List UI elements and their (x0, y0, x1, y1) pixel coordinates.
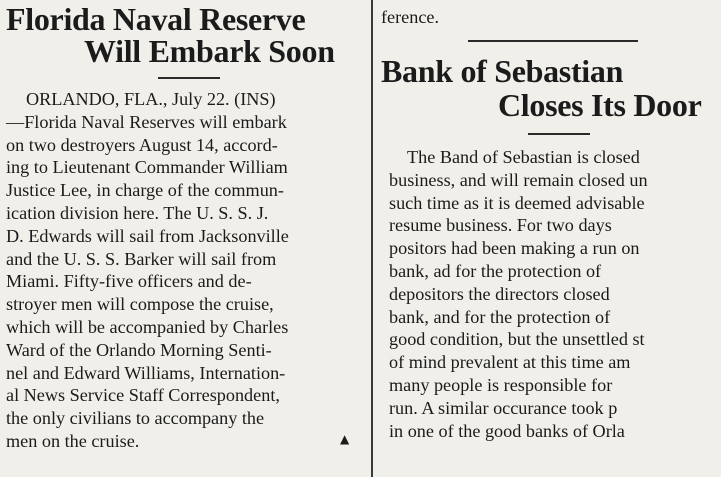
article-line: men on the cruise. (6, 430, 140, 451)
article-line: the only civilians to accompany the (6, 408, 265, 429)
article-line: many people is responsible for (389, 374, 613, 395)
article-line: Justice Lee, in charge of the commun- (6, 180, 284, 201)
article-line: ication division here. The U. S. S. J. (6, 202, 269, 223)
article-line: ORLANDO, FLA., July 22. (INS) (26, 89, 276, 109)
article-line: bank, and for the protection of (389, 306, 611, 327)
article-line: depositors the directors closed (389, 283, 610, 304)
article-line: —Florida Naval Reserves will embark (6, 111, 287, 132)
article-line: ing to Lieutenant Commander William (6, 157, 288, 178)
article-line: business, and will remain closed un (389, 169, 648, 190)
article-line: D. Edwards will sail from Jacksonville (6, 225, 289, 246)
headline-rule (528, 133, 590, 135)
article-line: Ward of the Orlando Morning Senti- (6, 339, 272, 360)
right-headline-line2: Closes Its Door (498, 87, 702, 123)
left-article-body (6, 88, 289, 453)
article-line: bank, ad for the protection of (389, 260, 602, 281)
right-article-body (389, 146, 648, 442)
article-line: resume business. For two days (389, 215, 612, 236)
ink-smudge: ▲ (340, 432, 350, 446)
right-headline-line1: Bank of Sebastian (381, 53, 624, 89)
left-headline-line1: Florida Naval Reserve (6, 1, 306, 37)
article-line: of mind prevalent at this time am (389, 352, 631, 373)
left-headline-line2: Will Embark Soon (84, 33, 335, 69)
headline-rule (158, 77, 220, 79)
previous-article-fragment: ference. (381, 7, 440, 27)
article-line: such time as it is deemed advisable (389, 192, 645, 213)
article-line: al News Service Staff Correspondent, (6, 385, 280, 406)
article-line: which will be accompanied by Charles (6, 316, 289, 337)
article-line: stroyer men will compose the cruise, (6, 294, 274, 315)
article-line: nel and Edward Williams, Internation- (6, 362, 286, 383)
column-divider (371, 0, 373, 477)
article-line: in one of the good banks of Orla (389, 420, 625, 441)
article-line: good condition, but the unsettled st (389, 329, 645, 350)
article-line: positors had been making a run on (389, 238, 640, 259)
article-line: Miami. Fifty-five officers and de- (6, 271, 252, 292)
article-line: The Band of Sebastian is closed (407, 147, 640, 167)
article-line: run. A similar occurance took p (389, 397, 618, 418)
article-separator-rule (468, 40, 638, 42)
article-line: and the U. S. S. Barker will sail from (6, 248, 277, 269)
article-line: on two destroyers August 14, accord- (6, 134, 278, 155)
